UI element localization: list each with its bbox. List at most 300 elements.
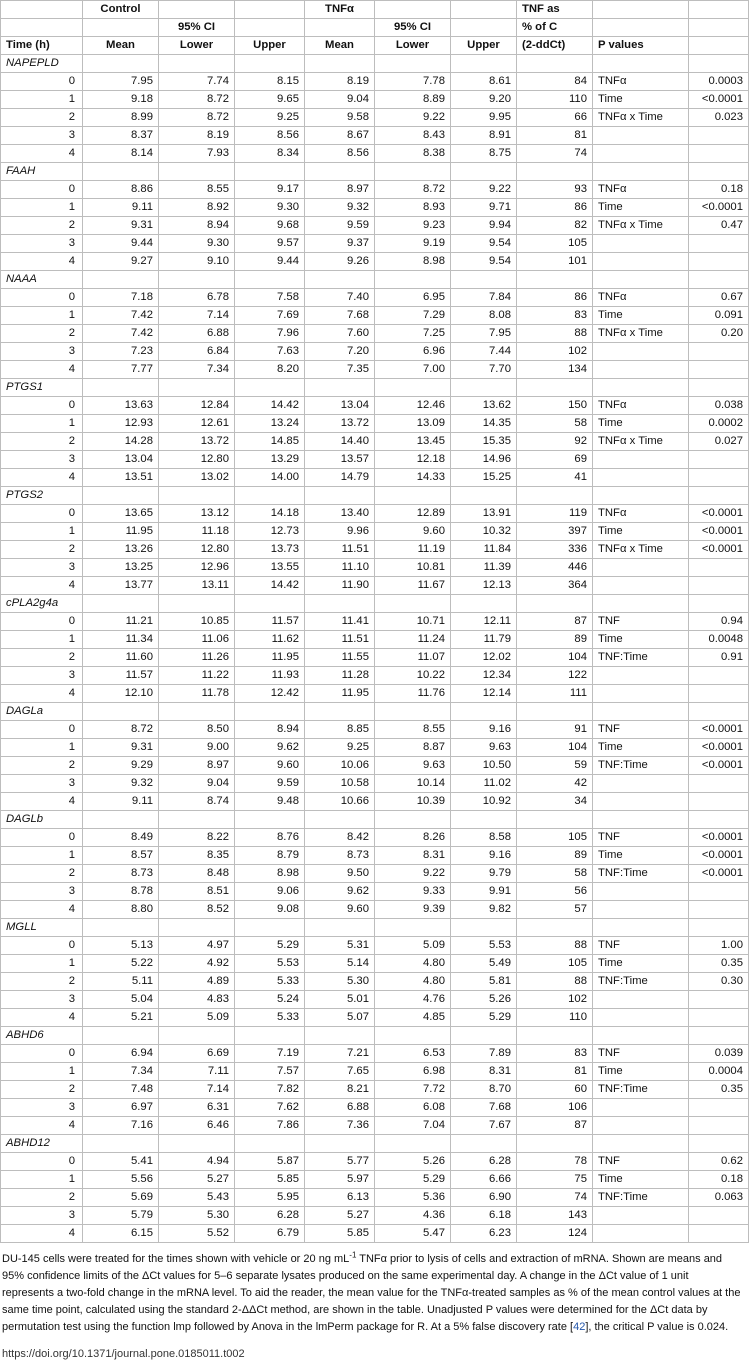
header-ci-control: 95% CI (159, 19, 235, 37)
mean-tnf-cell: 9.32 (305, 199, 375, 217)
pvalue-cell: 0.027 (689, 433, 749, 451)
lower-control-cell: 12.80 (159, 541, 235, 559)
empty-cell (159, 595, 235, 613)
tnf-pct-cell: 104 (517, 739, 593, 757)
upper-control-cell: 13.73 (235, 541, 305, 559)
upper-tnf-cell: 11.84 (451, 541, 517, 559)
mean-control-cell: 5.21 (83, 1009, 159, 1027)
mean-control-cell: 6.94 (83, 1045, 159, 1063)
lower-tnf-cell: 7.29 (375, 307, 451, 325)
gene-header-row (1, 703, 749, 721)
upper-tnf-cell: 6.90 (451, 1189, 517, 1207)
lower-tnf-cell: 13.45 (375, 433, 451, 451)
tnf-pct-cell: 446 (517, 559, 593, 577)
upper-control-cell: 8.56 (235, 127, 305, 145)
table-row (1, 1045, 749, 1063)
time-cell: 4 (1, 1117, 83, 1135)
empty-cell (159, 379, 235, 397)
upper-tnf-cell: 12.02 (451, 649, 517, 667)
lower-tnf-cell: 5.47 (375, 1225, 451, 1243)
mean-control-cell: 9.32 (83, 775, 159, 793)
pvalue-label-cell: Time (593, 739, 689, 757)
pvalue-label-cell (593, 127, 689, 145)
time-cell: 0 (1, 181, 83, 199)
tnf-pct-cell: 84 (517, 73, 593, 91)
tnf-pct-cell: 336 (517, 541, 593, 559)
empty-cell (375, 919, 451, 937)
mean-tnf-cell: 6.88 (305, 1099, 375, 1117)
pvalue-label-cell (593, 1225, 689, 1243)
upper-control-cell: 5.33 (235, 1009, 305, 1027)
table-row (1, 937, 749, 955)
lower-tnf-cell: 8.26 (375, 829, 451, 847)
mean-tnf-cell: 13.40 (305, 505, 375, 523)
mean-control-cell: 5.69 (83, 1189, 159, 1207)
lower-control-cell: 4.83 (159, 991, 235, 1009)
mean-control-cell: 14.28 (83, 433, 159, 451)
upper-control-cell: 9.06 (235, 883, 305, 901)
mean-control-cell: 9.18 (83, 91, 159, 109)
mean-control-cell: 6.97 (83, 1099, 159, 1117)
lower-control-cell: 6.84 (159, 343, 235, 361)
pvalue-cell: 1.00 (689, 937, 749, 955)
upper-tnf-cell: 9.63 (451, 739, 517, 757)
table-row (1, 1081, 749, 1099)
lower-tnf-cell: 9.33 (375, 883, 451, 901)
upper-tnf-cell: 5.49 (451, 955, 517, 973)
lower-control-cell: 9.04 (159, 775, 235, 793)
time-cell: 2 (1, 865, 83, 883)
pvalue-label-cell (593, 451, 689, 469)
lower-control-cell: 6.88 (159, 325, 235, 343)
lower-control-cell: 6.69 (159, 1045, 235, 1063)
upper-control-cell: 7.96 (235, 325, 305, 343)
empty-cell (517, 703, 593, 721)
header-tnf-pct-2: % of C (517, 19, 593, 37)
pvalue-cell: <0.0001 (689, 865, 749, 883)
lower-control-cell: 8.97 (159, 757, 235, 775)
mean-tnf-cell: 11.55 (305, 649, 375, 667)
mean-control-cell: 9.31 (83, 739, 159, 757)
lower-control-cell: 8.74 (159, 793, 235, 811)
mean-tnf-cell: 5.14 (305, 955, 375, 973)
table-row (1, 559, 749, 577)
pvalue-label-cell: TNF:Time (593, 865, 689, 883)
empty-cell (235, 379, 305, 397)
header-pvalues: P values (593, 37, 689, 55)
time-cell: 3 (1, 343, 83, 361)
mean-control-cell: 9.11 (83, 199, 159, 217)
mean-control-cell: 5.41 (83, 1153, 159, 1171)
tnf-pct-cell: 93 (517, 181, 593, 199)
empty-cell (83, 163, 159, 181)
gene-name: MGLL (1, 919, 83, 937)
pvalue-label-cell (593, 343, 689, 361)
upper-control-cell: 8.20 (235, 361, 305, 379)
table-row (1, 793, 749, 811)
mean-tnf-cell: 7.35 (305, 361, 375, 379)
pvalue-cell: 0.47 (689, 217, 749, 235)
mean-control-cell: 13.25 (83, 559, 159, 577)
lower-tnf-cell: 7.25 (375, 325, 451, 343)
pvalue-cell: <0.0001 (689, 847, 749, 865)
mean-control-cell: 11.21 (83, 613, 159, 631)
pvalue-label-cell (593, 1207, 689, 1225)
mean-control-cell: 13.04 (83, 451, 159, 469)
mean-control-cell: 11.60 (83, 649, 159, 667)
table-row (1, 505, 749, 523)
lower-control-cell: 8.92 (159, 199, 235, 217)
upper-control-cell: 7.69 (235, 307, 305, 325)
lower-tnf-cell: 12.18 (375, 451, 451, 469)
time-cell: 1 (1, 1171, 83, 1189)
mean-tnf-cell: 5.27 (305, 1207, 375, 1225)
header-row-1 (1, 1, 749, 19)
upper-control-cell: 7.57 (235, 1063, 305, 1081)
mean-tnf-cell: 11.10 (305, 559, 375, 577)
pvalue-label-cell (593, 1009, 689, 1027)
pvalue-cell: 0.18 (689, 1171, 749, 1189)
mean-control-cell: 9.11 (83, 793, 159, 811)
upper-control-cell: 8.76 (235, 829, 305, 847)
mean-tnf-cell: 5.07 (305, 1009, 375, 1027)
lower-tnf-cell: 10.39 (375, 793, 451, 811)
gene-name: NAPEPLD (1, 55, 83, 73)
mean-control-cell: 8.14 (83, 145, 159, 163)
lower-control-cell: 7.74 (159, 73, 235, 91)
tnf-pct-cell: 134 (517, 361, 593, 379)
upper-tnf-cell: 5.26 (451, 991, 517, 1009)
pvalue-cell (689, 1207, 749, 1225)
pvalue-label-cell: TNF:Time (593, 649, 689, 667)
upper-tnf-cell: 5.53 (451, 937, 517, 955)
mean-tnf-cell: 13.57 (305, 451, 375, 469)
pvalue-cell: 0.18 (689, 181, 749, 199)
mean-tnf-cell: 5.01 (305, 991, 375, 1009)
tnf-pct-cell: 105 (517, 235, 593, 253)
mean-control-cell: 5.79 (83, 1207, 159, 1225)
upper-tnf-cell: 11.02 (451, 775, 517, 793)
empty-cell (375, 595, 451, 613)
lower-tnf-cell: 8.72 (375, 181, 451, 199)
time-cell: 1 (1, 415, 83, 433)
pvalue-label-cell (593, 145, 689, 163)
tnf-pct-cell: 86 (517, 199, 593, 217)
pvalue-label-cell: TNF (593, 721, 689, 739)
upper-control-cell: 5.53 (235, 955, 305, 973)
header-control: Control (83, 1, 159, 19)
empty-cell (517, 487, 593, 505)
lower-control-cell: 8.52 (159, 901, 235, 919)
upper-tnf-cell: 8.70 (451, 1081, 517, 1099)
pvalue-label-cell: Time (593, 1063, 689, 1081)
table-row (1, 739, 749, 757)
mean-tnf-cell: 10.58 (305, 775, 375, 793)
empty-cell (451, 271, 517, 289)
lower-control-cell: 9.30 (159, 235, 235, 253)
lower-tnf-cell: 12.46 (375, 397, 451, 415)
upper-control-cell: 5.24 (235, 991, 305, 1009)
pvalue-label-cell: Time (593, 631, 689, 649)
empty-cell (83, 919, 159, 937)
table-row (1, 883, 749, 901)
lower-tnf-cell: 6.95 (375, 289, 451, 307)
tnf-pct-cell: 34 (517, 793, 593, 811)
table-row (1, 973, 749, 991)
mean-control-cell: 8.37 (83, 127, 159, 145)
table-row (1, 451, 749, 469)
upper-control-cell: 12.42 (235, 685, 305, 703)
mean-control-cell: 9.27 (83, 253, 159, 271)
upper-tnf-cell: 11.39 (451, 559, 517, 577)
lower-tnf-cell: 10.81 (375, 559, 451, 577)
empty-cell (83, 1135, 159, 1153)
lower-control-cell: 8.19 (159, 127, 235, 145)
empty-cell (593, 55, 689, 73)
empty-cell (159, 55, 235, 73)
table-row (1, 631, 749, 649)
empty-cell (375, 1135, 451, 1153)
gene-header-row (1, 271, 749, 289)
tnf-pct-cell: 66 (517, 109, 593, 127)
upper-control-cell: 7.63 (235, 343, 305, 361)
pvalue-cell: 0.023 (689, 109, 749, 127)
header-upper-tnf: Upper (451, 37, 517, 55)
upper-tnf-cell: 5.81 (451, 973, 517, 991)
lower-tnf-cell: 8.43 (375, 127, 451, 145)
tnf-pct-cell: 75 (517, 1171, 593, 1189)
empty-cell (235, 487, 305, 505)
pvalue-label-cell: TNF:Time (593, 973, 689, 991)
empty-cell (83, 487, 159, 505)
pvalue-cell: 0.94 (689, 613, 749, 631)
lower-control-cell: 12.96 (159, 559, 235, 577)
upper-tnf-cell: 6.23 (451, 1225, 517, 1243)
empty-cell (83, 379, 159, 397)
time-cell: 0 (1, 829, 83, 847)
tnf-pct-cell: 122 (517, 667, 593, 685)
empty-cell (517, 811, 593, 829)
mean-tnf-cell: 8.42 (305, 829, 375, 847)
pvalue-cell (689, 793, 749, 811)
tnf-pct-cell: 91 (517, 721, 593, 739)
pvalue-label-cell (593, 559, 689, 577)
tnf-pct-cell: 102 (517, 343, 593, 361)
time-cell: 2 (1, 325, 83, 343)
pvalue-label-cell (593, 793, 689, 811)
time-cell: 4 (1, 145, 83, 163)
lower-tnf-cell: 5.29 (375, 1171, 451, 1189)
upper-control-cell: 14.18 (235, 505, 305, 523)
upper-control-cell: 8.34 (235, 145, 305, 163)
empty-cell (517, 919, 593, 937)
mean-tnf-cell: 10.06 (305, 757, 375, 775)
lower-tnf-cell: 8.55 (375, 721, 451, 739)
upper-tnf-cell: 8.31 (451, 1063, 517, 1081)
upper-tnf-cell: 8.91 (451, 127, 517, 145)
upper-tnf-cell: 9.16 (451, 721, 517, 739)
lower-tnf-cell: 6.53 (375, 1045, 451, 1063)
lower-tnf-cell: 12.89 (375, 505, 451, 523)
empty-cell (375, 55, 451, 73)
gene-name: DAGLa (1, 703, 83, 721)
upper-control-cell: 9.57 (235, 235, 305, 253)
lower-tnf-cell: 4.76 (375, 991, 451, 1009)
pvalue-label-cell: TNFα x Time (593, 541, 689, 559)
tnf-pct-cell: 143 (517, 1207, 593, 1225)
pvalue-cell: 0.20 (689, 325, 749, 343)
lower-tnf-cell: 9.39 (375, 901, 451, 919)
table-footnote: DU-145 cells were treated for the times shown with vehicle or 20 ng $mL^{-1}$ TNFα prior to lysis of cells and extraction of mRNA. Shown are means and 95% confidence limits of the ΔCt values for 5–6 separate lysates produced on the same experimental day. A change in the ΔCt value of 1 unit represents a two-fold change in the mRNA level. To aid the reader, the mean value for the TNFα-treated samples as % of the mean control values at the same time point, calculated using the standard 2-ΔΔCt method, are shown in the table. Unadjusted P values were determined for the ΔCt data by permutation test using the function lmp followed by Anova in the lmPerm package for R. At a 5% false discovery rate [42], the critical P value is 0.024. (2, 1250, 741, 1333)
table-row (1, 397, 749, 415)
mean-control-cell: 5.11 (83, 973, 159, 991)
upper-tnf-cell: 7.84 (451, 289, 517, 307)
pvalue-cell: <0.0001 (689, 541, 749, 559)
lower-tnf-cell: 9.23 (375, 217, 451, 235)
table-row (1, 415, 749, 433)
lower-tnf-cell: 9.19 (375, 235, 451, 253)
mean-control-cell: 7.42 (83, 307, 159, 325)
mean-tnf-cell: 11.90 (305, 577, 375, 595)
pvalue-label-cell (593, 883, 689, 901)
lower-control-cell: 7.14 (159, 1081, 235, 1099)
time-cell: 2 (1, 973, 83, 991)
gene-name: ABHD12 (1, 1135, 83, 1153)
mean-tnf-cell: 7.40 (305, 289, 375, 307)
reference-link[interactable]: 42 (573, 1321, 586, 1333)
empty-cell (593, 1027, 689, 1045)
tnf-pct-cell: 110 (517, 91, 593, 109)
time-cell: 0 (1, 613, 83, 631)
mean-control-cell: 7.18 (83, 289, 159, 307)
lower-tnf-cell: 6.98 (375, 1063, 451, 1081)
mean-control-cell: 7.42 (83, 325, 159, 343)
pvalue-label-cell: TNF (593, 829, 689, 847)
time-cell: 3 (1, 127, 83, 145)
tnf-pct-cell: 88 (517, 937, 593, 955)
time-cell: 2 (1, 1081, 83, 1099)
time-cell: 2 (1, 757, 83, 775)
upper-control-cell: 11.57 (235, 613, 305, 631)
table-row (1, 289, 749, 307)
pvalue-cell (689, 667, 749, 685)
time-cell: 4 (1, 253, 83, 271)
tnf-pct-cell: 57 (517, 901, 593, 919)
lower-control-cell: 13.12 (159, 505, 235, 523)
lower-control-cell: 5.52 (159, 1225, 235, 1243)
pvalue-label-cell (593, 577, 689, 595)
lower-tnf-cell: 8.31 (375, 847, 451, 865)
upper-tnf-cell: 12.14 (451, 685, 517, 703)
upper-control-cell: 8.79 (235, 847, 305, 865)
mean-tnf-cell: 8.19 (305, 73, 375, 91)
pvalue-label-cell: Time (593, 91, 689, 109)
empty-cell (517, 55, 593, 73)
mean-control-cell: 8.57 (83, 847, 159, 865)
lower-control-cell: 8.55 (159, 181, 235, 199)
mean-tnf-cell: 10.66 (305, 793, 375, 811)
pvalue-label-cell: TNFα (593, 397, 689, 415)
time-cell: 3 (1, 883, 83, 901)
pvalue-label-cell (593, 991, 689, 1009)
table-row (1, 523, 749, 541)
lower-control-cell: 11.78 (159, 685, 235, 703)
header-mean-tnf: Mean (305, 37, 375, 55)
mean-tnf-cell: 9.62 (305, 883, 375, 901)
table-row (1, 91, 749, 109)
pvalue-cell: 0.30 (689, 973, 749, 991)
gene-header-row (1, 919, 749, 937)
lower-control-cell: 4.89 (159, 973, 235, 991)
empty-cell (451, 595, 517, 613)
gene-header-row (1, 55, 749, 73)
empty-cell (689, 595, 749, 613)
mean-tnf-cell: 5.30 (305, 973, 375, 991)
empty-cell (235, 595, 305, 613)
pvalue-label-cell: TNFα (593, 505, 689, 523)
empty-cell (451, 1135, 517, 1153)
tnf-pct-cell: 59 (517, 757, 593, 775)
lower-tnf-cell: 7.00 (375, 361, 451, 379)
table-row (1, 307, 749, 325)
lower-control-cell: 8.51 (159, 883, 235, 901)
upper-control-cell: 14.85 (235, 433, 305, 451)
upper-tnf-cell: 13.91 (451, 505, 517, 523)
upper-control-cell: 13.24 (235, 415, 305, 433)
mean-control-cell: 8.49 (83, 829, 159, 847)
table-row (1, 361, 749, 379)
time-cell: 1 (1, 1063, 83, 1081)
mean-control-cell: 5.13 (83, 937, 159, 955)
tnf-pct-cell: 88 (517, 325, 593, 343)
upper-control-cell: 5.95 (235, 1189, 305, 1207)
empty-cell (83, 703, 159, 721)
header-tnf-pct-3: (2-ddCt) (517, 37, 593, 55)
table-row (1, 325, 749, 343)
mean-tnf-cell: 5.85 (305, 1225, 375, 1243)
lower-tnf-cell: 7.72 (375, 1081, 451, 1099)
lower-control-cell: 11.26 (159, 649, 235, 667)
empty-cell (305, 379, 375, 397)
mean-control-cell: 8.72 (83, 721, 159, 739)
upper-control-cell: 14.42 (235, 577, 305, 595)
tnf-pct-cell: 74 (517, 1189, 593, 1207)
upper-tnf-cell: 8.08 (451, 307, 517, 325)
empty-cell (159, 703, 235, 721)
lower-tnf-cell: 4.85 (375, 1009, 451, 1027)
empty-cell (83, 811, 159, 829)
lower-control-cell: 8.50 (159, 721, 235, 739)
upper-tnf-cell: 9.20 (451, 91, 517, 109)
time-cell: 1 (1, 307, 83, 325)
empty-cell (235, 703, 305, 721)
pvalue-cell (689, 559, 749, 577)
doi-link[interactable]: https://doi.org/10.1371/journal.pone.0185011.t002 (2, 1348, 245, 1360)
time-cell: 1 (1, 523, 83, 541)
pvalue-cell (689, 145, 749, 163)
time-cell: 1 (1, 955, 83, 973)
mean-control-cell: 5.04 (83, 991, 159, 1009)
pvalue-label-cell (593, 1099, 689, 1117)
empty-cell (451, 163, 517, 181)
mean-control-cell: 13.77 (83, 577, 159, 595)
lower-control-cell: 12.84 (159, 397, 235, 415)
lower-tnf-cell: 9.22 (375, 109, 451, 127)
mean-control-cell: 8.99 (83, 109, 159, 127)
pvalue-label-cell: TNFα x Time (593, 433, 689, 451)
lower-tnf-cell: 10.22 (375, 667, 451, 685)
tnf-pct-cell: 105 (517, 955, 593, 973)
